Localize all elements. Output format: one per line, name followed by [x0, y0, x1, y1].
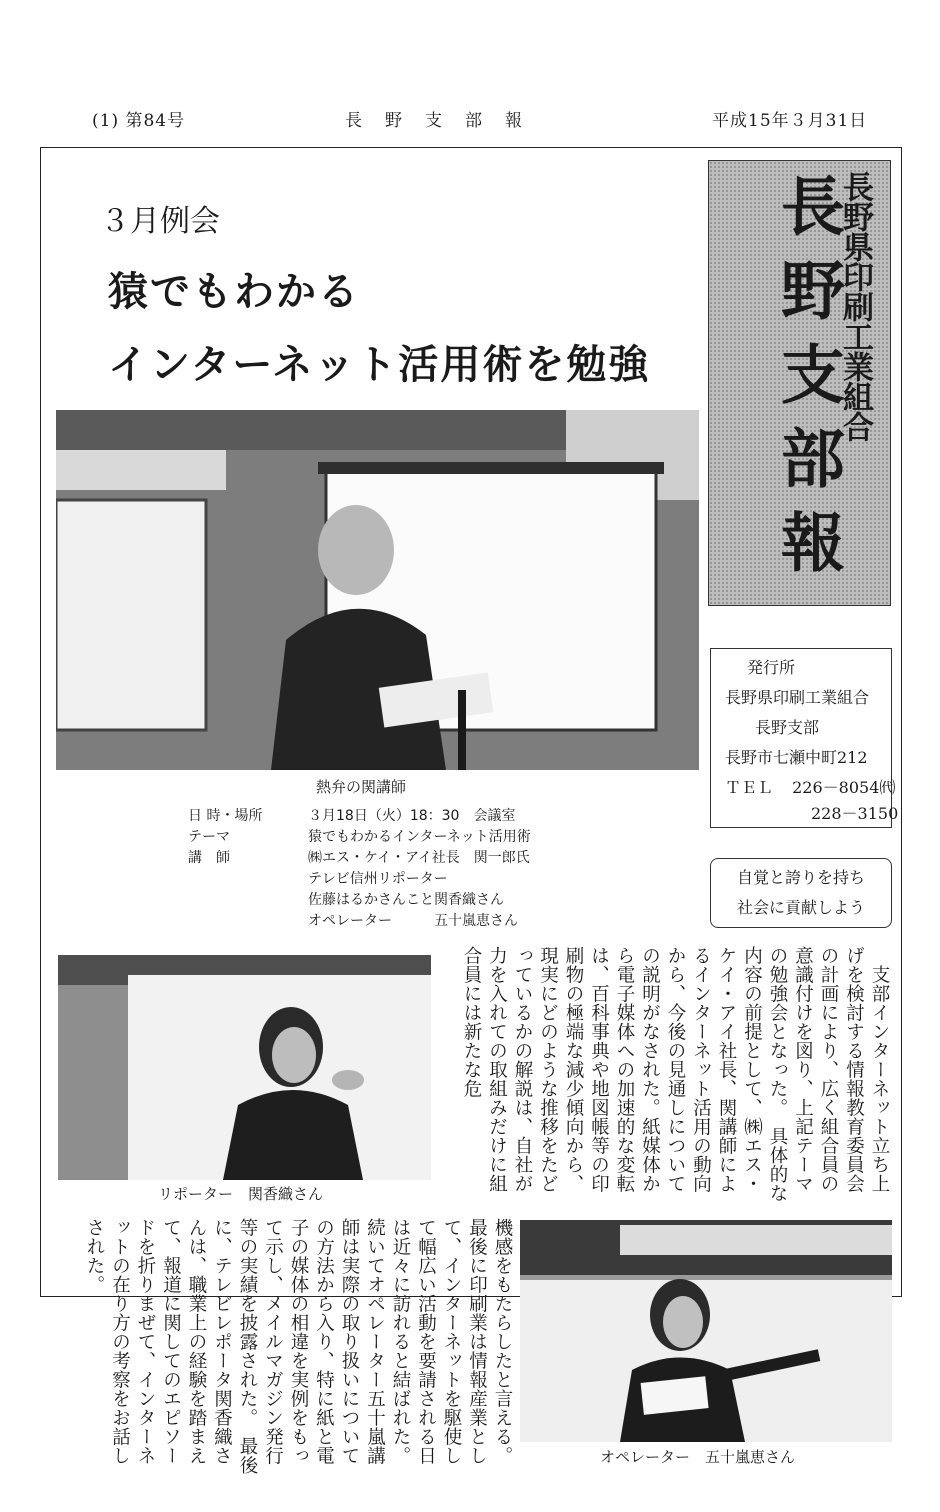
- operator-photo-icon: [520, 1220, 892, 1442]
- lecturer-photo-icon: [56, 410, 699, 770]
- headline-line1: 猿でもわかる: [108, 269, 360, 315]
- info-key: 講 師: [188, 850, 230, 866]
- info-key: 日 時・場所: [188, 808, 263, 824]
- publisher-branch: 長野支部: [755, 718, 820, 737]
- main-photo-caption: 熱弁の関講師: [316, 778, 407, 796]
- reporter-photo-icon: [58, 955, 431, 1180]
- masthead-org: 長野県印刷工業組合: [837, 171, 873, 441]
- article-body-upper: [440, 946, 892, 1208]
- paper-name: 長 野 支 部 報: [345, 111, 525, 131]
- motto-box: [710, 858, 892, 928]
- reporter-photo: [58, 955, 431, 1180]
- info-key: テーマ: [188, 829, 230, 845]
- info-value: オペレーター 五十嵐恵さん: [308, 913, 518, 929]
- tel-number-2: 228－3150: [811, 804, 899, 823]
- info-row: [188, 827, 531, 848]
- info-value: ３月18日（火）18：30 会議室: [308, 808, 516, 824]
- issue-date: 平成15年３月31日: [712, 111, 868, 131]
- publisher-org: 長野県印刷工業組合: [725, 688, 870, 707]
- headline-kicker: ３月例会: [100, 204, 220, 239]
- operator-photo: [520, 1220, 892, 1442]
- info-key: [188, 890, 308, 911]
- info-row: [188, 890, 531, 911]
- publisher-box: [710, 648, 899, 828]
- headline-line2: インターネット活用術を勉強: [108, 342, 651, 388]
- masthead-title: 長野支部報: [770, 173, 845, 593]
- article-text-lower: 機感をもたらしたと言える。 最後に印刷業は情報産業として、インターネットを駆使して幅広い活動を要請される日は近々に訪れると結ばれた。 続いてオペレーター五十嵐講師は実際の取り扱いについての方法から入り、特に紙と電子の媒体の相違を実例をもって示し、メイルマガジン発行等の実績を披露された。 最後に、テレビレポータ関香織さんは、職業上の経験を踏まえて、報道に関してのエピソードを折りまぜて、インターネットの在り方の考察をお話しされた。: [84, 1218, 513, 1475]
- info-value: 猿でもわかるインターネット活用術: [308, 829, 531, 845]
- info-value: テレビ信州リポーター: [308, 871, 448, 887]
- operator-photo-caption: オペレーター 五十嵐恵さん: [600, 1448, 796, 1466]
- main-photo: [56, 410, 699, 770]
- event-info: [188, 806, 531, 932]
- article-body-lower: [60, 1218, 515, 1480]
- info-row: [188, 848, 531, 869]
- info-value: 佐藤はるかさんこと関香織さん: [308, 892, 504, 908]
- publisher-address: 長野市七瀬中町212: [725, 748, 868, 767]
- tel-number-1: 226－8054㈹: [792, 778, 896, 797]
- tel-label: ＴＥＬ: [725, 778, 774, 797]
- masthead: [708, 160, 891, 606]
- info-key: [188, 869, 308, 890]
- publisher-label: 発行所: [747, 658, 796, 677]
- info-row: [188, 869, 531, 890]
- motto-line1: 自覚と誇りを持ち: [736, 868, 865, 887]
- info-row: [188, 806, 531, 827]
- info-row: [188, 911, 531, 932]
- motto-line2: 社会に貢献しよう: [736, 898, 865, 917]
- info-value: ㈱エス・ケイ・アイ社長 関一郎氏: [308, 850, 530, 866]
- info-key: [188, 911, 308, 932]
- reporter-photo-caption: リポーター 関香織さん: [158, 1185, 324, 1203]
- article-text-upper: 支部インターネット立ち上げを検討する情報教育委員会の計画により、広く組合員の意識付けを図り、上記テーマの勉強会となった。 具体的な内容の前提として、㈱エス・ケイ・アイ社長、関講師によるインターネット活用の動向から、今後の見通しについての説明がなされた。紙媒体から電子媒体への加速的な変転は、百科事典や地図帳等の印刷物の極端な減少傾向から、現実にどのような推移をたどっているかの解説は、自社が力を入れての取組みだけに組合員には新たな危: [461, 946, 890, 1203]
- issue-number: (1) 第84号: [92, 111, 186, 131]
